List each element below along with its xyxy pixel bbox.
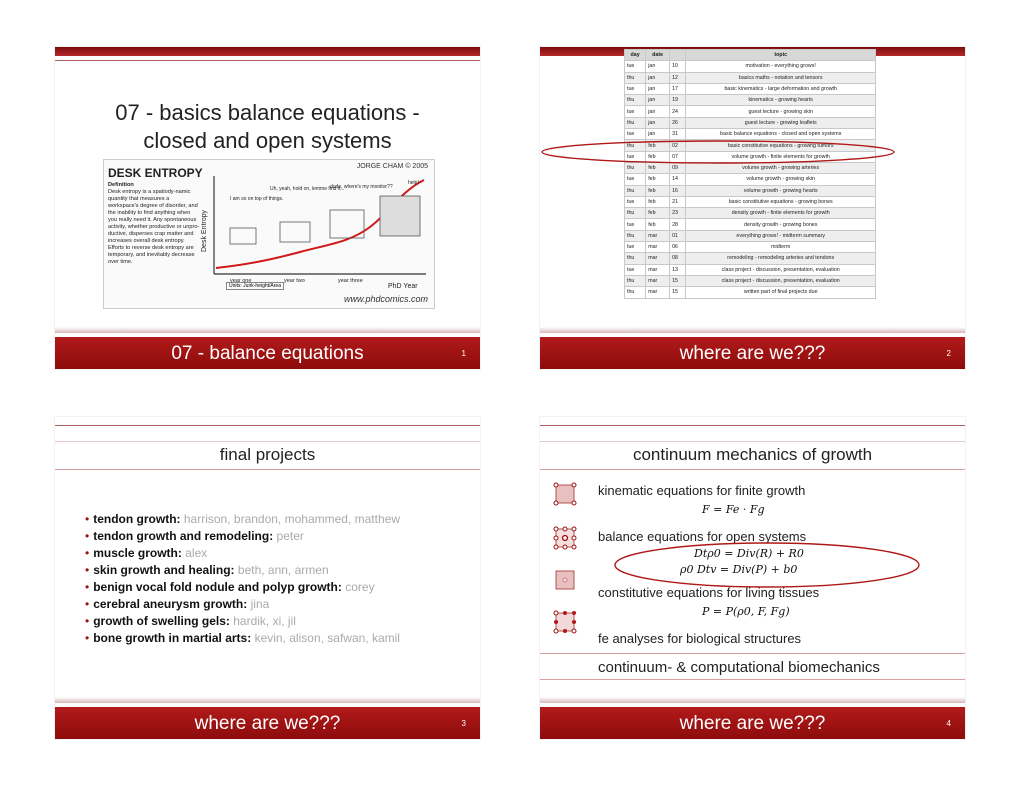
- project-topic: bone growth in martial arts: [93, 631, 248, 645]
- table-cell: jan: [646, 95, 670, 106]
- table-cell: 16: [670, 185, 686, 196]
- table-cell: kinematics - growing hearts: [686, 95, 876, 106]
- table-cell: thu: [625, 162, 646, 173]
- table-cell: jan: [646, 106, 670, 117]
- slide-3[interactable]: [55, 417, 480, 739]
- table-row: [625, 185, 876, 196]
- page-number: 2: [946, 349, 951, 358]
- table-row: [625, 219, 876, 230]
- table-cell: tue: [625, 264, 646, 275]
- table-row: [625, 83, 876, 94]
- table-cell: basics maths - notation and tensors: [686, 72, 876, 83]
- desk-sketch: [280, 222, 310, 242]
- table-cell: thu: [625, 185, 646, 196]
- table-cell: density growth - finite elements for growth: [686, 208, 876, 219]
- slide-1[interactable]: [55, 47, 480, 369]
- project-names: peter: [276, 529, 304, 543]
- project-topic: cerebral aneurysm growth: [93, 597, 244, 611]
- table-cell: tue: [625, 174, 646, 185]
- table-cell: feb: [646, 140, 670, 151]
- table-cell: mar: [646, 242, 670, 253]
- table-cell: 08: [670, 253, 686, 264]
- speech-bubble: dude, where's my monitor??: [330, 184, 393, 190]
- table-row: [625, 117, 876, 128]
- element-icon-nodes: [552, 525, 578, 551]
- year-label: year one: [230, 278, 252, 284]
- table-cell: thu: [625, 72, 646, 83]
- table-cell: feb: [646, 208, 670, 219]
- table-cell: feb: [646, 162, 670, 173]
- table-cell: remodeling - remodeling arteries and tendons: [686, 253, 876, 264]
- table-cell: tue: [625, 219, 646, 230]
- project-names: harrison, brandon, mohammed, matthew: [183, 512, 400, 526]
- table-cell: jan: [646, 117, 670, 128]
- table-cell: 31: [670, 129, 686, 140]
- table-cell: tue: [625, 129, 646, 140]
- units-label: Units: Junk-height/Area: [226, 282, 284, 290]
- table-cell: class project - discussion, presentation, evaluation: [686, 264, 876, 275]
- table-cell: 13: [670, 264, 686, 275]
- table-row: [625, 275, 876, 286]
- element-icon-gauss: [552, 567, 578, 593]
- table-cell: feb: [646, 196, 670, 207]
- list-item: • tendon growth and remodeling: peter: [85, 528, 400, 545]
- equation-balance-momentum: ρ0 Dtv = Div(P) + b0: [680, 563, 798, 576]
- table-cell: guest lecture - growing skin: [686, 106, 876, 117]
- footer-title: 07 - balance equations: [171, 343, 364, 364]
- table-cell: basic kinematics - large deformation and growth: [686, 83, 876, 94]
- table-cell: 01: [670, 230, 686, 241]
- table-cell: 24: [670, 106, 686, 117]
- project-names: kevin, alison, safwan, kamil: [254, 631, 400, 645]
- list-item: • muscle growth: alex: [85, 545, 400, 562]
- table-cell: thu: [625, 230, 646, 241]
- desk-sketch: [230, 228, 256, 244]
- speech-bubble: help!: [408, 180, 419, 186]
- divider: [540, 679, 965, 680]
- schedule-table: [624, 49, 876, 299]
- list-item: • tendon growth: harrison, brandon, mohammed, matthew: [85, 511, 400, 528]
- table-row: [625, 72, 876, 83]
- column-header: day: [625, 50, 646, 61]
- slide-footer: [540, 337, 965, 369]
- year-label: year two: [284, 278, 305, 284]
- table-cell: basic constitutive equations - growing bones: [686, 196, 876, 207]
- speech-bubble: Uh, yeah, hold on, lemme find it...: [270, 186, 345, 192]
- list-item: • benign vocal fold nodule and polyp growth: corey: [85, 579, 400, 596]
- table-cell: basic constitutive equations - growing tumors: [686, 140, 876, 151]
- slide-title: [55, 99, 480, 155]
- project-topic: tendon growth: [93, 512, 177, 526]
- divider: [540, 653, 965, 654]
- list-item: • growth of swelling gels: hardik, xi, jil: [85, 613, 400, 630]
- column-header: date: [646, 50, 670, 61]
- table-cell: thu: [625, 275, 646, 286]
- table-cell: written part of final projects due: [686, 287, 876, 298]
- footer-title: where are we???: [194, 713, 341, 734]
- footer-title: where are we???: [679, 343, 826, 364]
- table-cell: mar: [646, 253, 670, 264]
- table-cell: volume growth - growing skin: [686, 174, 876, 185]
- topic-fe-analyses: fe analyses for biological structures: [598, 631, 802, 646]
- table-cell: 12: [670, 72, 686, 83]
- slide-footer: [55, 707, 480, 739]
- project-names: alex: [185, 546, 208, 560]
- table-row: [625, 106, 876, 117]
- topic-kinematics: kinematic equations for finite growth: [598, 483, 806, 498]
- equation-constitutive: P = P(ρ0, F, Fg): [702, 605, 790, 618]
- slide-footer: [55, 337, 480, 369]
- slide-2[interactable]: [540, 47, 965, 369]
- page-number: 1: [461, 349, 466, 358]
- table-cell: tue: [625, 151, 646, 162]
- table-cell: 07: [670, 151, 686, 162]
- list-item: • cerebral aneurysm growth: jina: [85, 596, 400, 613]
- schedule-body: [625, 61, 876, 298]
- table-cell: 10: [670, 61, 686, 72]
- year-label: year three: [338, 278, 363, 284]
- heading-underline: [540, 469, 965, 470]
- table-cell: 09: [670, 162, 686, 173]
- table-cell: feb: [646, 219, 670, 230]
- table-cell: thu: [625, 253, 646, 264]
- table-cell: jan: [646, 83, 670, 94]
- table-cell: mar: [646, 275, 670, 286]
- table-cell: thu: [625, 287, 646, 298]
- table-row: [625, 208, 876, 219]
- section-subheading: continuum- & computational biomechanics: [598, 659, 880, 676]
- column-header: topic: [686, 50, 876, 61]
- footer-title: where are we???: [679, 713, 826, 734]
- table-cell: jan: [646, 61, 670, 72]
- project-topic: growth of swelling gels: [93, 614, 226, 628]
- table-cell: guest lecture - growing leaflets: [686, 117, 876, 128]
- project-names: hardik, xi, jil: [233, 614, 296, 628]
- comic-url: www.phdcomics.com: [343, 294, 428, 304]
- desk-entropy-comic: [103, 159, 435, 309]
- table-cell: jan: [646, 72, 670, 83]
- slide-footer: [540, 707, 965, 739]
- slide-top-line: [55, 441, 480, 442]
- table-row: [625, 95, 876, 106]
- table-row: [625, 287, 876, 298]
- slide-top-line: [540, 441, 965, 442]
- topic-constitutive: constitutive equations for living tissues: [598, 585, 820, 600]
- project-list: [85, 511, 400, 647]
- footer-shadow: [55, 327, 480, 333]
- table-row: [625, 174, 876, 185]
- table-cell: tue: [625, 83, 646, 94]
- equation-balance-mass: Dtρ0 = Div(R) + R0: [694, 547, 804, 560]
- comic-heading: DESK ENTROPY: [108, 166, 203, 180]
- table-cell: thu: [625, 117, 646, 128]
- desk-sketch: [380, 196, 420, 236]
- project-names: jina: [250, 597, 270, 611]
- table-cell: tue: [625, 196, 646, 207]
- footer-shadow: [540, 697, 965, 703]
- slide-heading: continuum mechanics of growth: [632, 445, 873, 464]
- table-cell: jan: [646, 129, 670, 140]
- table-cell: basic balance equations - closed and open systems: [686, 129, 876, 140]
- column-header: [670, 50, 686, 61]
- element-icon-square: [552, 481, 578, 507]
- table-row: [625, 196, 876, 207]
- highlight-ellipse: [612, 541, 922, 591]
- table-cell: everything grows! - midterm summary: [686, 230, 876, 241]
- table-cell: feb: [646, 151, 670, 162]
- table-cell: mar: [646, 287, 670, 298]
- table-cell: feb: [646, 185, 670, 196]
- table-cell: 23: [670, 208, 686, 219]
- table-cell: mar: [646, 264, 670, 275]
- table-header-row: [625, 50, 876, 61]
- table-cell: 15: [670, 275, 686, 286]
- table-cell: class project - discussion, presentation, evaluation: [686, 275, 876, 286]
- list-item: • bone growth in martial arts: kevin, alison, safwan, kamil: [85, 630, 400, 647]
- comic-definition-block: [108, 182, 200, 266]
- table-cell: volume growth - growing hearts: [686, 185, 876, 196]
- footer-shadow: [55, 697, 480, 703]
- comic-credit: JORGE CHAM © 2005: [356, 163, 428, 170]
- table-row: [625, 253, 876, 264]
- table-cell: midterm: [686, 242, 876, 253]
- slide-top-line: [55, 60, 480, 61]
- page-number: 3: [461, 719, 466, 728]
- heading-underline: [55, 469, 480, 470]
- table-row: [625, 242, 876, 253]
- table-cell: 19: [670, 95, 686, 106]
- table-cell: 15: [670, 287, 686, 298]
- definition-text: Desk entropy is a spatiody-namic quantity that measures a workspace's degree of disorder, and the inability to find anything when you really need it. Any spontaneous activity, whether productive or unpro-ductive, disperses crap matter and increases overall desk entropy. Efforts to reverse desk entropy are temporary, and inevitably decrease over time.: [108, 189, 200, 265]
- table-cell: 28: [670, 219, 686, 230]
- table-cell: volume growth - growing arteries: [686, 162, 876, 173]
- table-cell: density growth - growing bones: [686, 219, 876, 230]
- slide-top-bar: [55, 47, 480, 56]
- table-row: [625, 230, 876, 241]
- table-cell: 06: [670, 242, 686, 253]
- highlight-ellipse: [540, 133, 965, 173]
- page-number: 4: [946, 719, 951, 728]
- table-row: [625, 61, 876, 72]
- title-line-2: closed and open systems: [143, 128, 392, 153]
- slide-top-line: [55, 425, 480, 426]
- title-line-1: 07 - basics balance equations -: [115, 100, 420, 125]
- slide-4[interactable]: [540, 417, 965, 739]
- table-cell: 21: [670, 196, 686, 207]
- table-cell: volume growth - finite elements for growth: [686, 151, 876, 162]
- slide-top-line: [540, 425, 965, 426]
- table-cell: tue: [625, 242, 646, 253]
- table-cell: thu: [625, 95, 646, 106]
- x-axis-label: PhD Year: [388, 283, 418, 290]
- project-topic: muscle growth: [93, 546, 178, 560]
- y-axis-label: Desk Entropy: [201, 209, 208, 252]
- slide-heading: final projects: [219, 445, 316, 464]
- project-names: corey: [345, 580, 375, 594]
- table-cell: 26: [670, 117, 686, 128]
- table-cell: 14: [670, 174, 686, 185]
- element-icon-mesh: [552, 609, 578, 635]
- table-row: [625, 264, 876, 275]
- table-cell: 17: [670, 83, 686, 94]
- equation-kinematic: F = Fe · Fg: [702, 503, 765, 516]
- table-cell: mar: [646, 230, 670, 241]
- table-cell: thu: [625, 140, 646, 151]
- definition-title: Definition: [108, 182, 134, 188]
- project-names: beth, ann, armen: [237, 563, 329, 577]
- project-topic: tendon growth and remodeling: [93, 529, 270, 543]
- project-topic: skin growth and healing: [93, 563, 231, 577]
- table-cell: tue: [625, 106, 646, 117]
- table-cell: 02: [670, 140, 686, 151]
- entropy-graph: [200, 172, 430, 292]
- speech-bubble: I am so on top of things.: [230, 196, 284, 202]
- table-cell: feb: [646, 174, 670, 185]
- table-cell: tue: [625, 61, 646, 72]
- table-cell: thu: [625, 208, 646, 219]
- footer-shadow: [540, 327, 965, 333]
- table-cell: motivation - everything grows!: [686, 61, 876, 72]
- topic-balance: balance equations for open systems: [598, 529, 807, 544]
- list-item: • skin growth and healing: beth, ann, armen: [85, 562, 400, 579]
- project-topic: benign vocal fold nodule and polyp growth: [93, 580, 338, 594]
